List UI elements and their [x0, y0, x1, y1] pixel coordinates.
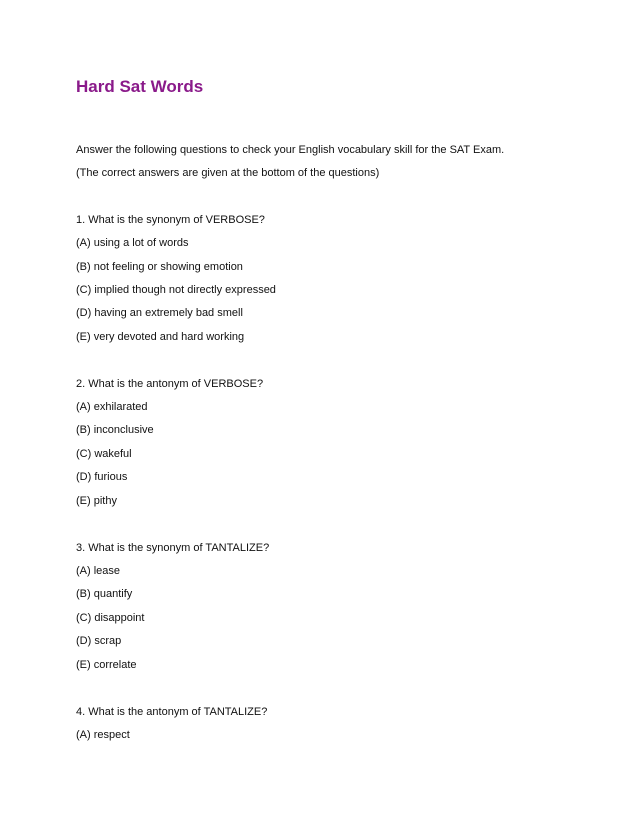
question-3-option-a: (A) lease	[76, 565, 121, 577]
question-3-option-b: (B) quantify	[76, 588, 133, 600]
question-3-option-e: (E) correlate	[76, 659, 137, 671]
question-4-option-a: (A) respect	[76, 729, 130, 741]
question-1-option-e: (E) very devoted and hard working	[76, 331, 245, 343]
question-2-prompt: 2. What is the antonym of VERBOSE?	[76, 378, 264, 390]
document-title: Hard Sat Words	[76, 77, 204, 96]
question-2-option-d: (D) furious	[76, 471, 128, 483]
question-1-option-b: (B) not feeling or showing emotion	[76, 261, 243, 273]
question-4-prompt: 4. What is the antonym of TANTALIZE?	[76, 706, 268, 718]
question-3-prompt: 3. What is the synonym of TANTALIZE?	[76, 542, 270, 554]
question-3-option-d: (D) scrap	[76, 635, 122, 647]
question-1-option-d: (D) having an extremely bad smell	[76, 307, 243, 319]
question-2-option-a: (A) exhilarated	[76, 401, 148, 413]
intro-note: (The correct answers are given at the bottom of the questions)	[76, 167, 380, 179]
question-2-option-e: (E) pithy	[76, 495, 117, 507]
question-3-option-c: (C) disappoint	[76, 612, 145, 624]
intro-instructions: Answer the following questions to check your English vocabulary skill for the SAT Exam.	[76, 144, 505, 156]
question-2-option-c: (C) wakeful	[76, 448, 132, 460]
question-1-option-c: (C) implied though not directly expressed	[76, 284, 276, 296]
question-1-option-a: (A) using a lot of words	[76, 237, 189, 249]
question-2-option-b: (B) inconclusive	[76, 424, 154, 436]
question-1-prompt: 1. What is the synonym of VERBOSE?	[76, 214, 265, 226]
